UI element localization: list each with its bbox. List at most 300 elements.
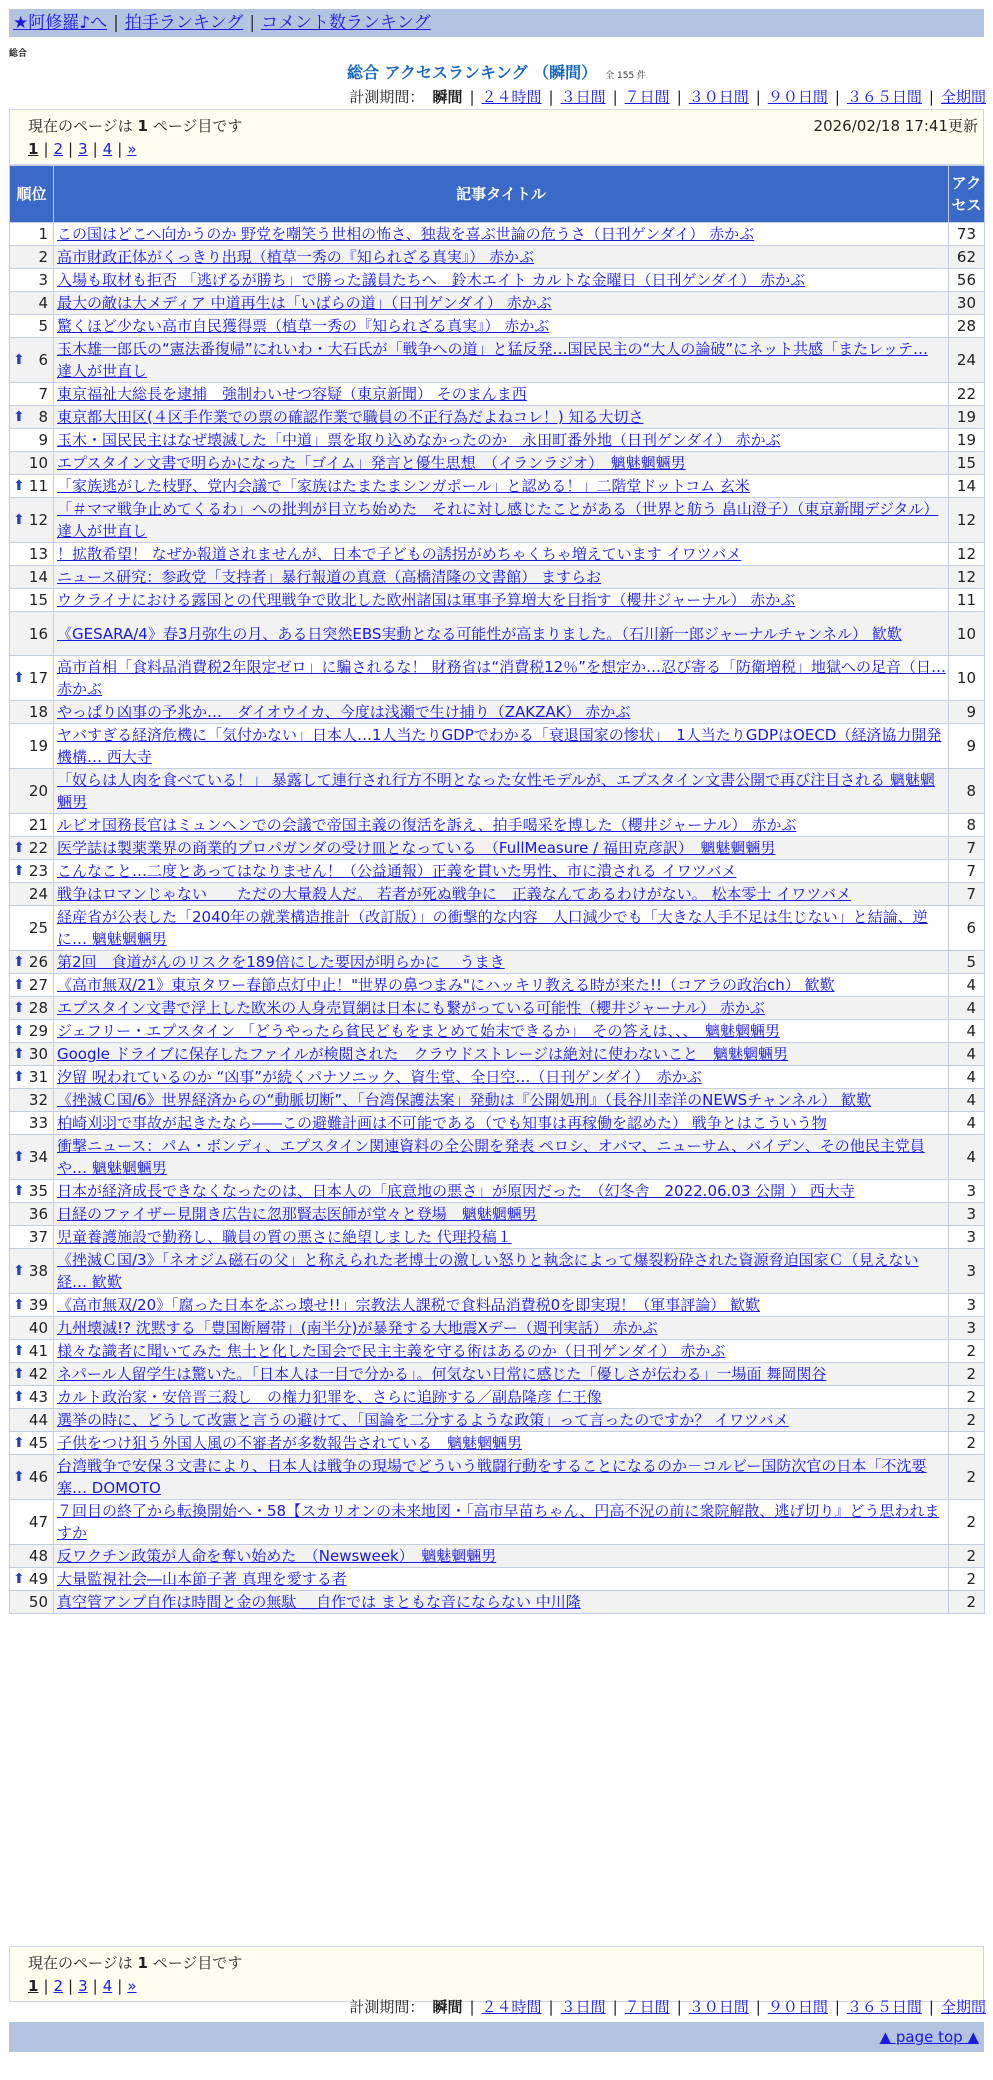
rank-number: 14 bbox=[28, 568, 48, 586]
period-selector-top bbox=[349, 86, 986, 107]
article-title-link[interactable]: 最大の敵は大メディア 中道再生は「いばらの道」（日刊ゲンダイ） 赤かぶ bbox=[57, 294, 552, 312]
page-title bbox=[0, 60, 993, 83]
article-title-link[interactable]: 衝撃ニュース：パム・ボンディ、エプスタイン関連資料の全公開を発表 ペロシ、オバマ、ニューサム、バイデン、その他民主党員や… 魑魅魍魎男 bbox=[57, 1137, 925, 1177]
article-title-link[interactable]: エプスタイン文書で浮上した欧米の人身売買網は日本にも繋がっている可能性（櫻井ジャーナル） 赤かぶ bbox=[57, 999, 765, 1017]
next-page-link[interactable]: » bbox=[127, 1977, 137, 1995]
rank-cell bbox=[10, 475, 54, 498]
rank-cell bbox=[10, 1294, 54, 1317]
table-row bbox=[10, 292, 985, 315]
period-link[interactable]: ９０日間 bbox=[767, 88, 828, 106]
table-row bbox=[10, 974, 985, 997]
rank-cell bbox=[10, 292, 54, 315]
access-count-cell: 4 bbox=[949, 1089, 985, 1112]
rank-cell bbox=[10, 860, 54, 883]
rank-number: 7 bbox=[38, 385, 48, 403]
article-title-link[interactable]: この国はどこへ向かうのか 野党を嘲笑う世相の怖さ、独裁を喜ぶ世論の危うさ（日刊ゲンダイ） 赤かぶ bbox=[57, 225, 755, 243]
category-label: 総合 bbox=[9, 49, 28, 59]
access-count-cell: 9 bbox=[949, 701, 985, 724]
article-title-link[interactable]: 《挫滅Ｃ国/6》世界経済からの“動脈切断”、「台湾保護法案」発動は『公開処刑』（長谷川幸洋のNEWSチャンネル） 歓歎 bbox=[57, 1091, 872, 1109]
period-link[interactable]: ７日間 bbox=[624, 88, 670, 106]
title-cell bbox=[54, 951, 949, 974]
rank-up-arrow-icon: ⬆ bbox=[13, 1343, 25, 1359]
article-title-link[interactable]: 日経のファイザー見開き広告に忽那賢志医師が堂々と登場 魑魅魍魎男 bbox=[57, 1205, 537, 1223]
title-cell bbox=[54, 1180, 949, 1203]
rank-cell bbox=[10, 1135, 54, 1180]
table-row bbox=[10, 1591, 985, 1614]
rank-cell bbox=[10, 498, 54, 543]
page-link[interactable]: 3 bbox=[78, 140, 88, 158]
top-nav-bar bbox=[9, 9, 984, 37]
access-count-cell: 2 bbox=[949, 1455, 985, 1500]
rank-cell bbox=[10, 1591, 54, 1614]
period-link[interactable]: ３０日間 bbox=[688, 1998, 749, 2016]
access-count-cell: 4 bbox=[949, 1043, 985, 1066]
title-cell bbox=[54, 498, 949, 543]
rank-number: 34 bbox=[28, 1148, 48, 1166]
article-title-link[interactable]: 汐留 呪われているのか “凶事”が続くパナソニック、資生堂、全日空…（日刊ゲンダイ） 赤かぶ bbox=[57, 1068, 702, 1086]
rank-number: 50 bbox=[28, 1593, 48, 1611]
title-cell bbox=[54, 1226, 949, 1249]
table-row bbox=[10, 452, 985, 475]
access-count-cell: 10 bbox=[949, 612, 985, 656]
title-cell bbox=[54, 223, 949, 246]
article-title-link[interactable]: 高市首相「食料品消費税2年限定ゼロ」に騙されるな！ 財務省は“消費税12％”を想定か…忍び寄る「防衛増税」地獄への足音（日… 赤かぶ bbox=[57, 658, 946, 698]
article-title-link[interactable]: 大量監視社会―山本節子著 真理を愛する者 bbox=[57, 1570, 347, 1588]
table-row bbox=[10, 1545, 985, 1568]
access-count-cell: 4 bbox=[949, 1112, 985, 1135]
rank-number: 18 bbox=[28, 703, 48, 721]
period-separator: | bbox=[928, 1998, 934, 2016]
access-count-cell: 14 bbox=[949, 475, 985, 498]
access-count-cell: 3 bbox=[949, 1180, 985, 1203]
table-row bbox=[10, 701, 985, 724]
title-cell bbox=[54, 338, 949, 383]
rank-number: 39 bbox=[28, 1296, 48, 1314]
title-cell bbox=[54, 1020, 949, 1043]
rank-cell bbox=[10, 1386, 54, 1409]
article-title-link[interactable]: 経産省が公表した「2040年の就業構造推計（改訂版）」の衝撃的な内容 人口減少でも「大きな人手不足は生じない」と結論、逆に… 魑魅魍魎男 bbox=[57, 908, 928, 948]
rank-cell bbox=[10, 1340, 54, 1363]
article-title-link[interactable]: 様々な識者に聞いてみた 焦土と化した国会で民主主義を守る術はあるのか（日刊ゲンダイ） 赤かぶ bbox=[57, 1342, 726, 1360]
rank-number: 11 bbox=[28, 477, 48, 495]
rank-cell bbox=[10, 1203, 54, 1226]
rank-cell bbox=[10, 1568, 54, 1591]
access-count-cell: 4 bbox=[949, 997, 985, 1020]
article-title-link[interactable]: エプスタイン文書で明らかになった「ゴイム」発言と優生思想 （イランラジオ） 魑魅魍魎男 bbox=[57, 454, 686, 472]
comment-ranking-link[interactable]: コメント数ランキング bbox=[261, 13, 431, 33]
period-link[interactable]: ３日間 bbox=[560, 88, 606, 106]
rank-cell bbox=[10, 543, 54, 566]
article-title-link[interactable]: 《高市無双/21》東京タワー春節点灯中止！"世界の鼻つまみ"にハッキリ教える時が来た!!（コアラの政治ch） 歓歎 bbox=[57, 976, 835, 994]
rank-up-arrow-icon: ⬆ bbox=[13, 670, 25, 686]
article-title-link[interactable]: 《GESARA/4》春3月弥生の月、ある日突然EBS実動となる可能性が高まりました。（石川新一郎ジャーナルチャンネル） 歓歎 bbox=[57, 624, 902, 643]
period-separator: | bbox=[548, 88, 554, 106]
period-separator: | bbox=[755, 1998, 761, 2016]
page-separator: | bbox=[117, 1977, 123, 1995]
rank-cell bbox=[10, 452, 54, 475]
rank-number: 47 bbox=[28, 1513, 48, 1531]
period-label: 計測期間： bbox=[349, 1998, 425, 2016]
access-count-cell: 5 bbox=[949, 951, 985, 974]
article-title-link[interactable]: ルビオ国務長官はミュンヘンでの会議で帝国主義の復活を訴え、拍手喝采を博した（櫻井ジャーナル） 赤かぶ bbox=[57, 816, 797, 834]
page-separator: | bbox=[92, 1977, 98, 1995]
period-current: 瞬間 bbox=[432, 1998, 463, 2016]
rank-cell bbox=[10, 724, 54, 769]
title-cell bbox=[54, 1455, 949, 1500]
period-link[interactable]: ２４時間 bbox=[481, 1998, 542, 2016]
title-cell bbox=[54, 656, 949, 701]
access-count-cell: 12 bbox=[949, 566, 985, 589]
page-separator: | bbox=[68, 1977, 74, 1995]
rank-cell bbox=[10, 1545, 54, 1568]
table-row bbox=[10, 223, 985, 246]
access-count-cell: 4 bbox=[949, 1020, 985, 1043]
title-cell bbox=[54, 406, 949, 429]
article-title-link[interactable]: ニュース研究：参政党「支持者」暴行報道の真意（高橋清隆の文書館） ますらお bbox=[57, 568, 602, 586]
rank-up-arrow-icon: ⬆ bbox=[13, 1046, 25, 1062]
next-page-link[interactable]: » bbox=[127, 140, 137, 158]
rank-up-arrow-icon: ⬆ bbox=[13, 409, 25, 425]
period-link[interactable]: ９０日間 bbox=[767, 1998, 828, 2016]
access-count-cell: 4 bbox=[949, 1066, 985, 1089]
period-label: 計測期間： bbox=[349, 88, 425, 106]
rank-number: 30 bbox=[28, 1045, 48, 1063]
page-link[interactable]: 2 bbox=[53, 1977, 64, 1995]
article-title-link[interactable]: 東京福祉大総長を逮捕 強制わいせつ容疑（東京新聞） そのまんま西 bbox=[57, 385, 527, 403]
access-count-cell: 3 bbox=[949, 1294, 985, 1317]
access-column-header: アクセス bbox=[949, 166, 985, 223]
table-row bbox=[10, 997, 985, 1020]
period-link[interactable]: ３０日間 bbox=[688, 88, 749, 106]
access-count-cell: 62 bbox=[949, 246, 985, 269]
rank-number: 35 bbox=[28, 1182, 48, 1200]
total-count: 全 155 件 bbox=[605, 71, 647, 81]
title-cell bbox=[54, 1432, 949, 1455]
article-title-link[interactable]: 反ワクチン政策が人命を奪い始めた （Newsweek） 魑魅魍魎男 bbox=[57, 1547, 497, 1565]
access-count-cell: 7 bbox=[949, 860, 985, 883]
period-link[interactable]: 全期間 bbox=[940, 1998, 986, 2016]
period-link[interactable]: ２４時間 bbox=[481, 88, 542, 106]
title-cell bbox=[54, 1545, 949, 1568]
page-link[interactable]: 3 bbox=[78, 1977, 88, 1995]
table-row bbox=[10, 656, 985, 701]
ranking-title: 総合 アクセスランキング （瞬間） bbox=[346, 63, 598, 82]
table-row bbox=[10, 406, 985, 429]
article-title-link[interactable]: 《高市無双/20》「腐った日本をぶっ壊せ!!」宗教法人課税で食料品消費税0を即実現！（軍事評論） 歓歎 bbox=[57, 1296, 760, 1314]
rank-number: 48 bbox=[28, 1547, 48, 1565]
page-links bbox=[28, 1977, 137, 1995]
rank-number: 38 bbox=[28, 1262, 48, 1280]
table-row bbox=[10, 1568, 985, 1591]
page-link[interactable]: 1 bbox=[28, 1977, 39, 1995]
access-count-cell: 56 bbox=[949, 269, 985, 292]
rank-up-arrow-icon: ⬆ bbox=[13, 954, 25, 970]
article-title-link[interactable]: 東京都大田区(４区手作業での票の確認作業で職員の不正行為だよねコレ！) 知る大切さ bbox=[57, 408, 644, 426]
rank-up-arrow-icon: ⬆ bbox=[13, 977, 25, 993]
rank-number: 4 bbox=[38, 294, 48, 312]
title-cell bbox=[54, 1112, 949, 1135]
rank-cell bbox=[10, 1500, 54, 1545]
table-row bbox=[10, 1500, 985, 1545]
title-cell bbox=[54, 974, 949, 997]
table-row bbox=[10, 1409, 985, 1432]
rank-number: 41 bbox=[28, 1342, 48, 1360]
period-separator: | bbox=[928, 88, 934, 106]
title-cell bbox=[54, 1294, 949, 1317]
rank-cell bbox=[10, 223, 54, 246]
rank-number: 2 bbox=[38, 248, 48, 266]
bottom-bar bbox=[9, 2022, 984, 2052]
rank-number: 42 bbox=[28, 1365, 48, 1383]
article-title-link[interactable]: 高市財政正体がくっきり出現（植草一秀の『知られざる真実』） 赤かぶ bbox=[57, 248, 534, 266]
title-cell bbox=[54, 1568, 949, 1591]
article-title-link[interactable]: こんなこと…二度とあってはなりません！（公益通報）正義を貫いた男性、市に潰される イワツバメ bbox=[57, 862, 737, 880]
rank-number: 15 bbox=[28, 591, 48, 609]
article-title-link[interactable]: 真空管アンプ自作は時間と金の無駄 ＿自作では まともな音にならない 中川隆 bbox=[57, 1593, 581, 1611]
rank-up-arrow-icon: ⬆ bbox=[13, 1183, 25, 1199]
page-separator: | bbox=[43, 140, 49, 158]
article-title-link[interactable]: Google ドライブに保存したファイルが検閲された クラウドストレージは絶対に使わないこと 魑魅魍魎男 bbox=[57, 1045, 789, 1063]
rank-cell bbox=[10, 974, 54, 997]
article-title-link[interactable]: 戦争はロマンじゃない ただの大量殺人だ。 若者が死ぬ戦争に 正義なんてあるわけがない。 松本零士 イワツバメ bbox=[57, 885, 852, 903]
title-cell bbox=[54, 1135, 949, 1180]
title-cell bbox=[54, 612, 949, 656]
rank-cell bbox=[10, 1409, 54, 1432]
title-cell bbox=[54, 837, 949, 860]
rank-cell bbox=[10, 315, 54, 338]
period-link[interactable]: ３６５日間 bbox=[846, 88, 922, 106]
rank-number: 5 bbox=[38, 317, 48, 335]
rank-cell bbox=[10, 589, 54, 612]
title-cell bbox=[54, 292, 949, 315]
period-separator: | bbox=[676, 88, 682, 106]
rank-cell bbox=[10, 656, 54, 701]
rank-cell bbox=[10, 1043, 54, 1066]
ranking-table bbox=[9, 165, 985, 1614]
article-title-link[interactable]: 医学誌は製薬業界の商業的プロパガンダの受け皿となっている （FullMeasure / 福田克彦訳） 魑魅魍魎男 bbox=[57, 839, 776, 857]
rank-number: 32 bbox=[28, 1091, 48, 1109]
table-header-row bbox=[10, 166, 985, 223]
period-separator: | bbox=[612, 1998, 618, 2016]
table-row bbox=[10, 383, 985, 406]
rank-cell bbox=[10, 338, 54, 383]
rank-cell bbox=[10, 769, 54, 814]
article-title-link[interactable]: やっぱり凶事の予兆か… ダイオウイカ、今度は浅瀬で生け捕り（ZAKZAK） 赤かぶ bbox=[57, 703, 631, 721]
page-separator: | bbox=[117, 140, 123, 158]
rank-number: 8 bbox=[38, 408, 48, 426]
rank-number: 36 bbox=[28, 1205, 48, 1223]
article-title-link[interactable]: 驚くほど少ない高市自民獲得票（植草一秀の『知られざる真実』） 赤かぶ bbox=[57, 317, 550, 335]
article-title-link[interactable]: ７回目の終了から転換開始へ・58【スカリオンの未来地図・「高市早苗ちゃん、円高不況の前に衆院解散、逃げ切り』どう思われますか bbox=[57, 1502, 940, 1542]
access-count-cell: 2 bbox=[949, 1545, 985, 1568]
access-count-cell: 11 bbox=[949, 589, 985, 612]
rank-cell bbox=[10, 1089, 54, 1112]
title-cell bbox=[54, 315, 949, 338]
page-link[interactable]: 1 bbox=[28, 140, 39, 158]
table-row bbox=[10, 1455, 985, 1500]
title-cell bbox=[54, 1317, 949, 1340]
article-title-link[interactable]: 児童養護施設で勤務し、職員の質の悪さに絶望しました 代理投稿１ bbox=[57, 1228, 512, 1246]
article-title-link[interactable]: 柏崎刈羽で事故が起きたなら――この避難計画は不可能である（でも知事は再稼働を認めた） 戦争とはこういう物 bbox=[57, 1114, 827, 1132]
article-title-link[interactable]: ！拡散希望！ なぜか報道されませんが、日本で子どもの誘拐がめちゃくちゃ増えています イワツバメ bbox=[57, 545, 742, 563]
title-cell bbox=[54, 1363, 949, 1386]
rank-cell bbox=[10, 429, 54, 452]
page-separator: | bbox=[92, 140, 98, 158]
access-count-cell: 2 bbox=[949, 1409, 985, 1432]
access-count-cell: 2 bbox=[949, 1500, 985, 1545]
title-cell bbox=[54, 1591, 949, 1614]
rank-cell bbox=[10, 1249, 54, 1294]
table-row bbox=[10, 1135, 985, 1180]
title-cell bbox=[54, 1203, 949, 1226]
rank-cell bbox=[10, 1066, 54, 1089]
title-cell bbox=[54, 475, 949, 498]
article-title-link[interactable]: 子供をつけ狙う外国人風の不審者が多数報告されている 魑魅魍魎男 bbox=[57, 1434, 523, 1452]
period-separator: | bbox=[834, 1998, 840, 2016]
table-row bbox=[10, 883, 985, 906]
access-count-cell: 7 bbox=[949, 837, 985, 860]
article-title-link[interactable]: ジェフリー・エプスタイン 「どうやったら貧民どもをまとめて始末できるか」 その答えは、、、 魑魅魍魎男 bbox=[57, 1022, 780, 1040]
rank-cell bbox=[10, 269, 54, 292]
rank-up-arrow-icon: ⬆ bbox=[13, 1366, 25, 1382]
access-count-cell: 2 bbox=[949, 1432, 985, 1455]
table-row bbox=[10, 315, 985, 338]
article-title-link[interactable]: 台湾戦争で安保３文書により、日本人は戦争の現場でどういう戦闘行動をすることになるのか－コルビー国防次官の日本「不沈要塞… DOMOTO bbox=[57, 1457, 927, 1497]
rank-up-arrow-icon: ⬆ bbox=[13, 512, 25, 528]
rank-number: 20 bbox=[28, 782, 48, 800]
title-cell bbox=[54, 724, 949, 769]
rank-cell bbox=[10, 246, 54, 269]
title-cell bbox=[54, 1340, 949, 1363]
article-title-link[interactable]: ネパール人留学生は驚いた。「日本人は一目で分かる」。何気ない日常に感じた「優しさが伝わる」一場面 舞岡関谷 bbox=[57, 1365, 827, 1383]
article-title-link[interactable]: 入場も取材も拒否 「逃げるが勝ち」で勝った議員たちへ 鈴木エイト カルトな金曜日（日刊ゲンダイ） 赤かぶ bbox=[57, 271, 806, 289]
table-row bbox=[10, 269, 985, 292]
article-title-link[interactable]: 九州壊滅!? 沈黙する「豊国断層帯」(南半分)が暴発する大地震Xデー（週刊実話） 赤かぶ bbox=[57, 1319, 658, 1337]
table-row bbox=[10, 566, 985, 589]
table-row bbox=[10, 769, 985, 814]
rank-number: 6 bbox=[38, 351, 48, 369]
article-title-link[interactable]: 「奴らは人肉を食べている！」 暴露して連行され行方不明となった女性モデルが、エプスタイン文書公開で再び注目される 魑魅魍魎男 bbox=[57, 771, 935, 811]
access-count-cell: 19 bbox=[949, 429, 985, 452]
rank-number: 40 bbox=[28, 1319, 48, 1337]
article-title-link[interactable]: 玉木雄一郎氏の“憲法番復帰”にれいわ・大石氏が「戦争への道」と猛反発…国民民主の“大人の論破”にネット共感「またレッテ… 達人が世直し bbox=[57, 340, 928, 380]
rank-up-arrow-icon: ⬆ bbox=[13, 1023, 25, 1039]
title-cell bbox=[54, 860, 949, 883]
rank-up-arrow-icon: ⬆ bbox=[13, 1297, 25, 1313]
pager-bottom bbox=[9, 1946, 984, 2002]
article-title-link[interactable]: 《挫滅Ｃ国/3》「ネオジム磁石の父」と称えられた老博士の激しい怒りと執念によって爆裂粉砕された資源脅迫国家Ｃ（見えない経… 歓歎 bbox=[57, 1251, 919, 1291]
rank-number: 43 bbox=[28, 1388, 48, 1406]
page-link[interactable]: 4 bbox=[102, 140, 113, 158]
rank-number: 37 bbox=[28, 1228, 48, 1246]
access-count-cell: 3 bbox=[949, 1203, 985, 1226]
table-row bbox=[10, 612, 985, 656]
table-row bbox=[10, 246, 985, 269]
access-count-cell: 3 bbox=[949, 1317, 985, 1340]
table-row bbox=[10, 1066, 985, 1089]
table-row bbox=[10, 1317, 985, 1340]
access-count-cell: 28 bbox=[949, 315, 985, 338]
title-cell bbox=[54, 1066, 949, 1089]
title-cell bbox=[54, 269, 949, 292]
table-row bbox=[10, 1432, 985, 1455]
site-link[interactable]: ★阿修羅♪へ bbox=[13, 13, 108, 33]
table-row bbox=[10, 1180, 985, 1203]
title-cell bbox=[54, 701, 949, 724]
rank-number: 17 bbox=[28, 669, 48, 687]
access-count-cell: 19 bbox=[949, 406, 985, 429]
rank-cell bbox=[10, 566, 54, 589]
period-link[interactable]: ３日間 bbox=[560, 1998, 606, 2016]
rank-cell bbox=[10, 1226, 54, 1249]
table-row bbox=[10, 860, 985, 883]
access-count-cell: 10 bbox=[949, 656, 985, 701]
access-count-cell: 2 bbox=[949, 1386, 985, 1409]
rank-number: 26 bbox=[28, 953, 48, 971]
rank-cell bbox=[10, 951, 54, 974]
title-cell bbox=[54, 906, 949, 951]
table-row bbox=[10, 1363, 985, 1386]
access-count-cell: 22 bbox=[949, 383, 985, 406]
rank-number: 27 bbox=[28, 976, 48, 994]
article-title-link[interactable]: 選挙の時に、どうして改憲と言うの避けて、「国論を二分するような政策」って言ったのですか？ イワツバメ bbox=[57, 1411, 789, 1429]
rank-up-arrow-icon: ⬆ bbox=[13, 1069, 25, 1085]
article-title-link[interactable]: ウクライナにおける露国との代理戦争で敗北した欧州諸国は軍事予算増大を目指す（櫻井ジャーナル） 赤かぶ bbox=[57, 591, 796, 609]
nav-separator: | bbox=[249, 13, 256, 33]
rank-cell bbox=[10, 406, 54, 429]
period-link[interactable]: 全期間 bbox=[940, 88, 986, 106]
page-top-link[interactable]: ▲ page top ▲ bbox=[879, 2028, 979, 2046]
article-title-link[interactable]: 第2回 食道がんのリスクを189倍にした要因が明らかに うまき bbox=[57, 953, 505, 971]
rank-cell bbox=[10, 1432, 54, 1455]
rank-up-arrow-icon: ⬆ bbox=[13, 1000, 25, 1016]
clap-ranking-link[interactable]: 拍手ランキング bbox=[124, 13, 244, 33]
rank-number: 24 bbox=[28, 885, 48, 903]
article-title-link[interactable]: 玉木・国民民主はなぜ壊滅した「中道」票を取り込めなかったのか 永田町番外地（日刊ゲンダイ） 赤かぶ bbox=[57, 431, 781, 449]
rank-number: 19 bbox=[28, 737, 48, 755]
page-links bbox=[28, 140, 137, 158]
rank-up-arrow-icon: ⬆ bbox=[13, 863, 25, 879]
table-row bbox=[10, 1294, 985, 1317]
rank-number: 44 bbox=[28, 1411, 48, 1429]
page-link[interactable]: 2 bbox=[53, 140, 64, 158]
article-title-link[interactable]: ヤバすぎる経済危機に「気付かない」日本人…1人当たりGDPでわかる「衰退国家の惨状」 1人当たりGDPはOECD（経済協力開発機構… 西大寺 bbox=[57, 726, 942, 766]
page-link[interactable]: 4 bbox=[102, 1977, 113, 1995]
rank-up-arrow-icon: ⬆ bbox=[13, 352, 25, 368]
article-title-link[interactable]: カルト政治家・安倍晋三殺し の権力犯罪を、さらに追跡する／副島隆彦 仁王像 bbox=[57, 1388, 602, 1406]
article-title-link[interactable]: 日本が経済成長できなくなったのは、日本人の「底意地の悪さ」が原因だった （幻冬舎 2022.06.03 公開 ） 西大寺 bbox=[57, 1182, 855, 1200]
period-current: 瞬間 bbox=[432, 88, 463, 106]
access-count-cell: 2 bbox=[949, 1568, 985, 1591]
access-count-cell: 7 bbox=[949, 883, 985, 906]
rank-up-arrow-icon: ⬆ bbox=[13, 1263, 25, 1279]
rank-cell bbox=[10, 612, 54, 656]
period-link[interactable]: ７日間 bbox=[624, 1998, 670, 2016]
table-row bbox=[10, 1249, 985, 1294]
pager-top bbox=[9, 109, 984, 165]
rank-cell bbox=[10, 1455, 54, 1500]
table-row bbox=[10, 814, 985, 837]
title-cell bbox=[54, 814, 949, 837]
period-separator: | bbox=[755, 88, 761, 106]
access-count-cell: 73 bbox=[949, 223, 985, 246]
rank-number: 3 bbox=[38, 271, 48, 289]
article-title-link[interactable]: 「家族逃がした枝野、党内会議で「家族はたまたまシンガポール」と認める！」二階堂ドットコム 玄米 bbox=[57, 477, 750, 495]
period-separator: | bbox=[469, 1998, 475, 2016]
article-title-link[interactable]: 「＃ママ戦争止めてくるわ」への批判が目立ち始めた それに対し感じたことがある（世界と舫う 畠山澄子）（東京新聞デジタル） 達人が世直し bbox=[57, 500, 939, 540]
period-link[interactable]: ３６５日間 bbox=[846, 1998, 922, 2016]
table-row bbox=[10, 837, 985, 860]
